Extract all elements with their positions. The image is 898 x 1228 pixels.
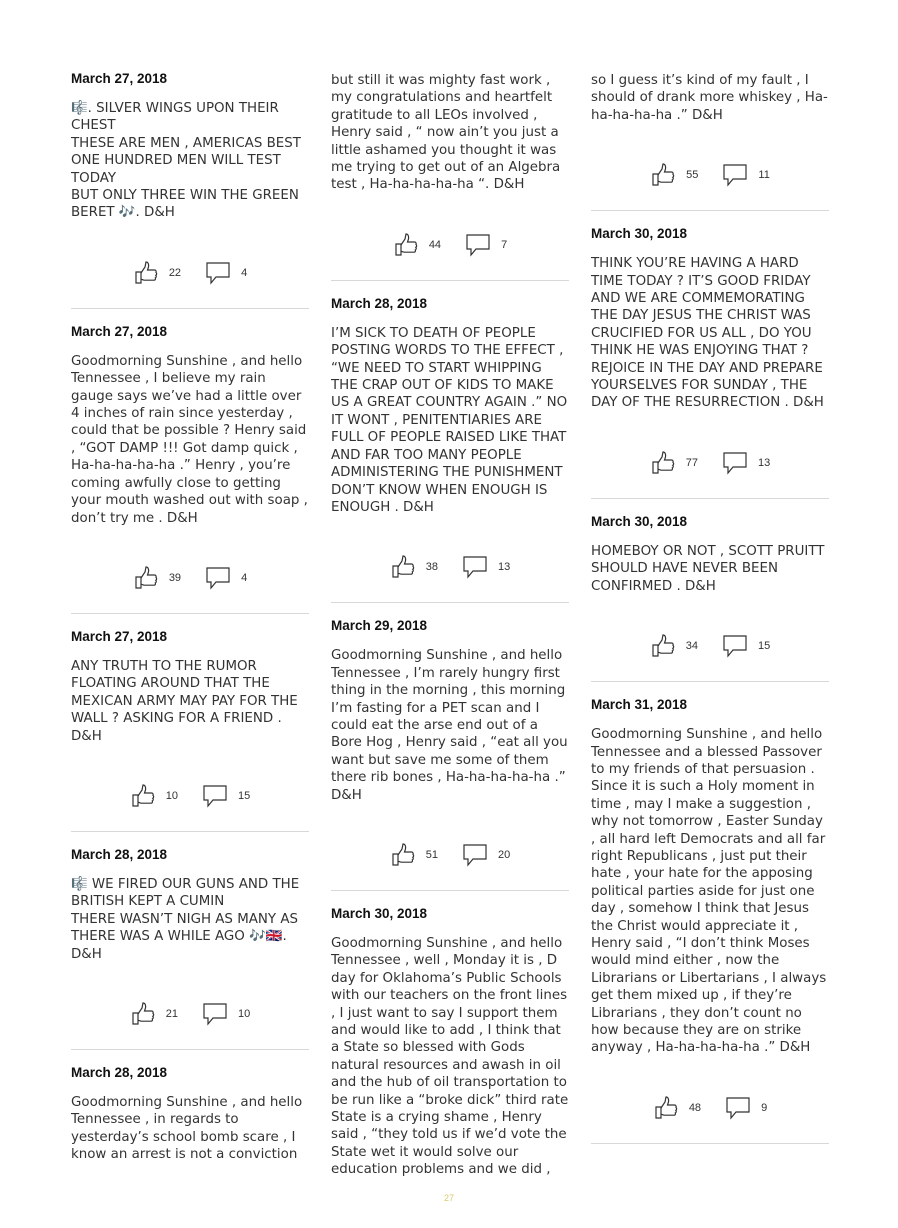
column-2 [331,72,569,1179]
like-count: 22 [168,266,182,279]
post [331,905,569,1179]
comment-bubble-icon [202,783,228,809]
like-count: 55 [686,169,699,182]
post-text: ANY TRUTH TO THE RUMOR FLOATING AROUND THAT THE MEXICAN ARMY MAY PAY FOR THE WALL ? ASKING FOR A FRIEND . D&H [71,658,298,744]
post [71,628,309,832]
post-date: March 31, 2018 [591,697,688,713]
post-date: March 27, 2018 [71,71,168,86]
post-text: Goodmorning Sunshine , and hello Tennessee , in regards to yesterday’s school bomb scare , I know an arrest is not a conviction [71,1094,303,1163]
comment-count: 4 [241,266,248,279]
post [71,70,309,309]
comment-bubble-icon [205,260,231,286]
like-button[interactable] [133,565,181,591]
thumbs-up-icon [130,783,156,809]
post-date: March 28, 2018 [71,846,168,862]
post-text: 🎼 WE FIRED OUR GUNS AND THE BRITISH KEPT A CUMIN THERE WASN’T NIGH AS MANY AS THERE WAS A WHILE AGO 🎶🇬🇧. D&H [71,876,300,962]
post-date: March 29, 2018 [331,618,428,634]
post-divider [71,1049,309,1050]
post-text: I’M SICK TO DEATH OF PEOPLE POSTING WORDS TO THE EFFECT , “WE NEED TO START WHIPPING THE CRAP OUT OF KIDS TO MAKE US A GREAT COUNTRY AGAIN .” NO IT WONT , PENITENTIARIES ARE FULL OF PEOPLE RAISED LIKE THAT AND FAR TOO MANY PEOPLE ADMINISTERING THE PUNISHMENT DON’T KNOW WHEN ENOUGH IS ENOUGH . D&H [331,325,568,515]
thumbs-up-icon [133,260,159,286]
like-button[interactable] [650,450,698,476]
like-button[interactable] [393,232,441,258]
post-text: but still it was mighty fast work , my congratulations and heartfelt gratitude to all LEOs involved , Henry said , “ now ain’t you just a little ashamed you thought it was me trying to get out of an Algebra test , Ha-ha-ha-ha-ha “. D&H [331,73,561,193]
post-text: Goodmorning Sunshine , and hello Tennessee , I’m rarely hungry first thing in the morning , this morning I’m fasting for a PET scan and I could eat the arse end out of a Bore Hog , Henry said , “eat all you want but save me some of them there rib bones , Ha-ha-ha-ha-ha .” D&H [331,648,568,803]
like-button[interactable] [390,554,438,580]
comment-count: 13 [498,561,511,574]
post [331,295,569,603]
comment-bubble-icon [722,162,748,188]
post-stats [591,1095,829,1121]
post-divider [71,308,309,309]
comment-button[interactable] [202,783,250,809]
thumbs-up-icon [130,1001,156,1027]
post-stats [591,162,829,188]
comment-button[interactable] [722,450,770,476]
post-text: HOMEBOY OR NOT , SCOTT PRUITT SHOULD HAVE NEVER BEEN CONFIRMED . D&H [591,543,825,594]
comment-button[interactable] [202,1001,250,1027]
post [71,846,309,1050]
comment-bubble-icon [465,232,491,258]
post-date: March 27, 2018 [71,323,168,339]
comment-count: 15 [758,640,771,653]
post-stats [71,1001,309,1027]
comment-bubble-icon [462,554,488,580]
post-divider [331,280,569,281]
comment-bubble-icon [722,633,748,659]
comment-bubble-icon [202,1001,228,1027]
like-button[interactable] [130,783,178,809]
like-button[interactable] [653,1095,701,1121]
post-text: so I guess it’s kind of my fault , I should of drank more whiskey , Ha-ha-ha-ha-ha .” D&H [591,73,828,123]
post-stats [71,783,309,809]
post-stats [591,450,829,476]
like-button[interactable] [650,633,698,659]
like-button[interactable] [650,162,698,188]
comment-bubble-icon [205,565,231,591]
comment-count: 10 [238,1007,251,1020]
comment-count: 9 [761,1101,768,1114]
like-count: 34 [685,640,698,653]
comment-button[interactable] [462,842,510,868]
comment-bubble-icon [725,1095,751,1121]
column-3 [591,72,829,1158]
post-divider [591,681,829,682]
like-count: 38 [425,561,438,574]
comment-count: 13 [758,456,771,469]
post [331,617,569,891]
post-date: March 27, 2018 [71,628,168,644]
comment-button[interactable] [722,162,769,188]
post-date: March 30, 2018 [591,226,688,242]
post-divider [591,1143,829,1144]
post-divider [591,210,829,211]
like-count: 39 [168,571,182,584]
page-number: 27 [443,1193,454,1203]
post [331,72,569,281]
like-button[interactable] [390,842,438,868]
post [591,513,829,682]
like-button[interactable] [130,1001,178,1027]
post-date: March 28, 2018 [71,1064,168,1080]
post [591,696,829,1144]
post [71,323,309,614]
post-stats [71,565,309,591]
comment-bubble-icon [722,450,748,476]
post-date: March 30, 2018 [591,513,688,529]
thumbs-up-icon [393,232,419,258]
post-stats [331,232,569,258]
post [591,225,829,499]
post-text: Goodmorning Sunshine , and hello Tennessee , I believe my rain gauge says we’ve had a little over 4 inches of rain since yesterday , could that be possible ? Henry said , “GOT DAMP !!! Got damp quick , Ha-ha-ha-ha-ha .” Henry , you’re coming awfully close to getting your mouth washed out with soap , don’t try me . D&H [71,353,308,526]
like-count: 77 [685,456,698,469]
comment-count: 7 [501,238,508,251]
post-stats [591,633,829,659]
comment-bubble-icon [462,842,488,868]
post-divider [71,613,309,614]
comment-count: 15 [238,789,251,802]
thumbs-up-icon [650,633,676,659]
post-divider [591,498,829,499]
comment-button[interactable] [205,260,247,286]
post-text: THINK YOU’RE HAVING A HARD TIME TODAY ? IT’S GOOD FRIDAY AND WE ARE COMMEMORATING THE DAY JESUS THE CHRIST WAS CRUCIFIED FOR US ALL , DO YOU THINK HE WAS ENJOYING THAT ? REJOICE IN THE DAY AND PREPARE YOURSELVES FOR SUNDAY , THE DAY OF THE RESURRECTION . D&H [591,256,824,411]
like-count: 44 [428,238,442,251]
comment-count: 4 [241,571,248,584]
post-text: Goodmorning Sunshine , and hello Tennessee , well , Monday it is , D day for Oklahoma’s Public Schools with our teachers on the front lines , I just want to say I support them and would like to add , I think that a State so blessed with Gods natural resources and awash in oil and the hub of oil transportation to be run like a “broke dick” third rate State is a crying shame , Henry said , “they told us if we’d vote the State wet it would solve our education problems and we did , [331,935,569,1178]
post-divider [331,602,569,603]
post-stats [331,842,569,868]
like-count: 21 [165,1007,178,1020]
column-1 [71,70,309,1164]
comment-button[interactable] [205,565,247,591]
comment-count: 20 [498,848,511,861]
comment-button[interactable] [462,554,510,580]
post-divider [71,831,309,832]
thumbs-up-icon [650,450,676,476]
thumbs-up-icon [133,565,159,591]
comment-button[interactable] [725,1095,767,1121]
post [591,72,829,211]
like-count: 10 [165,789,178,802]
comment-button[interactable] [722,633,770,659]
post-date: March 28, 2018 [331,295,428,311]
like-count: 51 [425,848,438,861]
post-text: Goodmorning Sunshine , and hello Tennessee and a blessed Passover to my friends of that persuasion . Since it is such a Holy moment in time , may I make a suggestion , why not tomorrow , Easter Sunday , all hard left Democrats and all far right Republicans , just put their hate , your hate for the apposing political parties aside for just one day , somehow I think that Jesus the Christ would appreciate it , Henry said , “I don’t think Moses would mind either , now the Librarians or Libertarians , I always get them mixed up , if they’re Librarians , they don’t count no how because they are on strike anyway , Ha-ha-ha-ha-ha .” D&H [591,727,827,1056]
like-button[interactable] [133,260,181,286]
thumbs-up-icon [390,554,416,580]
post-stats [331,554,569,580]
comment-count: 11 [758,169,770,182]
post [71,1064,309,1164]
thumbs-up-icon [650,162,676,188]
like-count: 48 [688,1101,702,1114]
comment-button[interactable] [465,232,507,258]
post-date: March 30, 2018 [331,905,428,921]
post-text: 🎼. SILVER WINGS UPON THEIR CHEST THESE ARE MEN , AMERICAS BEST ONE HUNDRED MEN WILL TEST TODAY BUT ONLY THREE WIN THE GREEN BERET 🎶. D&H [71,101,301,221]
post-stats [71,260,309,286]
post-divider [331,890,569,891]
thumbs-up-icon [653,1095,679,1121]
thumbs-up-icon [390,842,416,868]
